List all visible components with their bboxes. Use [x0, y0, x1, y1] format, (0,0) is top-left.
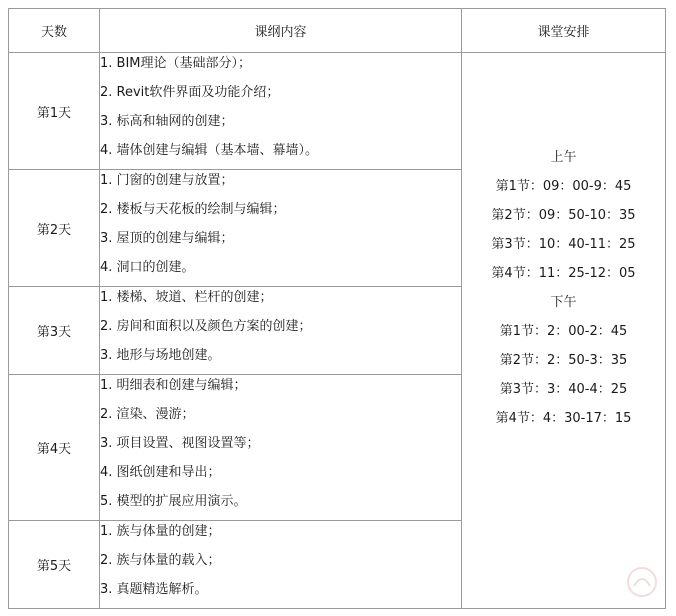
list-item: 2. Revit软件界面及功能介绍；	[100, 85, 280, 100]
watermark-icon	[622, 562, 662, 602]
course-schedule-table	[8, 8, 666, 609]
afternoon-slot: 第4节：4：30-17：15	[495, 411, 632, 426]
list-item: 2. 房间和面积以及颜色方案的创建；	[100, 319, 312, 334]
list-item: 3. 地形与场地创建。	[100, 348, 221, 363]
day-cell: 第1天	[9, 53, 100, 170]
morning-slot: 第3节：10：40-11：25	[491, 237, 636, 252]
content-cell	[100, 375, 462, 521]
afternoon-title: 下午	[550, 295, 577, 310]
afternoon-slot: 第1节：2：00-2：45	[499, 324, 628, 339]
list-item: 1. 门窗的创建与放置；	[100, 173, 234, 188]
day-cell: 第4天	[9, 375, 100, 521]
list-item: 3. 标高和轴网的创建；	[100, 114, 234, 129]
list-item: 4. 图纸创建和导出；	[100, 465, 221, 480]
list-item: 2. 族与体量的载入；	[100, 553, 221, 568]
schedule-block	[462, 53, 665, 433]
content-cell	[100, 170, 462, 287]
list-item: 3. 真题精选解析。	[100, 582, 208, 597]
day-cell: 第2天	[9, 170, 100, 287]
list-item: 2. 楼板与天花板的绘制与编辑；	[100, 202, 286, 217]
morning-title: 上午	[550, 150, 577, 165]
day-cell: 第5天	[9, 521, 100, 609]
morning-slot: 第1节：09：00-9：45	[495, 179, 632, 194]
header-schedule: 课堂安排	[462, 9, 666, 53]
list-item: 1. BIM理论（基础部分）；	[100, 56, 252, 71]
list-item: 5. 模型的扩展应用演示。	[100, 494, 247, 509]
list-item: 1. 楼梯、坡道、栏杆的创建；	[100, 290, 273, 305]
list-item: 4. 墙体创建与编辑（基本墙、幕墙）。	[100, 143, 319, 158]
content-list	[100, 521, 461, 608]
list-item: 1. 明细表和创建与编辑；	[100, 378, 247, 393]
list-item: 2. 渲染、漫游；	[100, 407, 195, 422]
afternoon-slot: 第3节：3：40-4：25	[499, 382, 628, 397]
morning-slot: 第4节：11：25-12：05	[491, 266, 636, 281]
morning-slot: 第2节：09：50-10：35	[491, 208, 636, 223]
content-list	[100, 375, 461, 520]
header-content: 课纲内容	[100, 9, 462, 53]
list-item: 3. 屋顶的创建与编辑；	[100, 231, 234, 246]
content-list	[100, 170, 461, 286]
table-header-row	[9, 9, 666, 53]
schedule-cell	[462, 53, 666, 609]
content-cell	[100, 287, 462, 375]
header-day: 天数	[9, 9, 100, 53]
content-cell	[100, 521, 462, 609]
list-item: 3. 项目设置、视图设置等；	[100, 436, 260, 451]
list-item: 4. 洞口的创建。	[100, 260, 195, 275]
afternoon-slot: 第2节：2：50-3：35	[499, 353, 628, 368]
content-list	[100, 53, 461, 169]
table-row	[9, 53, 666, 170]
day-cell: 第3天	[9, 287, 100, 375]
content-list	[100, 287, 461, 374]
list-item: 1. 族与体量的创建；	[100, 524, 221, 539]
content-cell	[100, 53, 462, 170]
